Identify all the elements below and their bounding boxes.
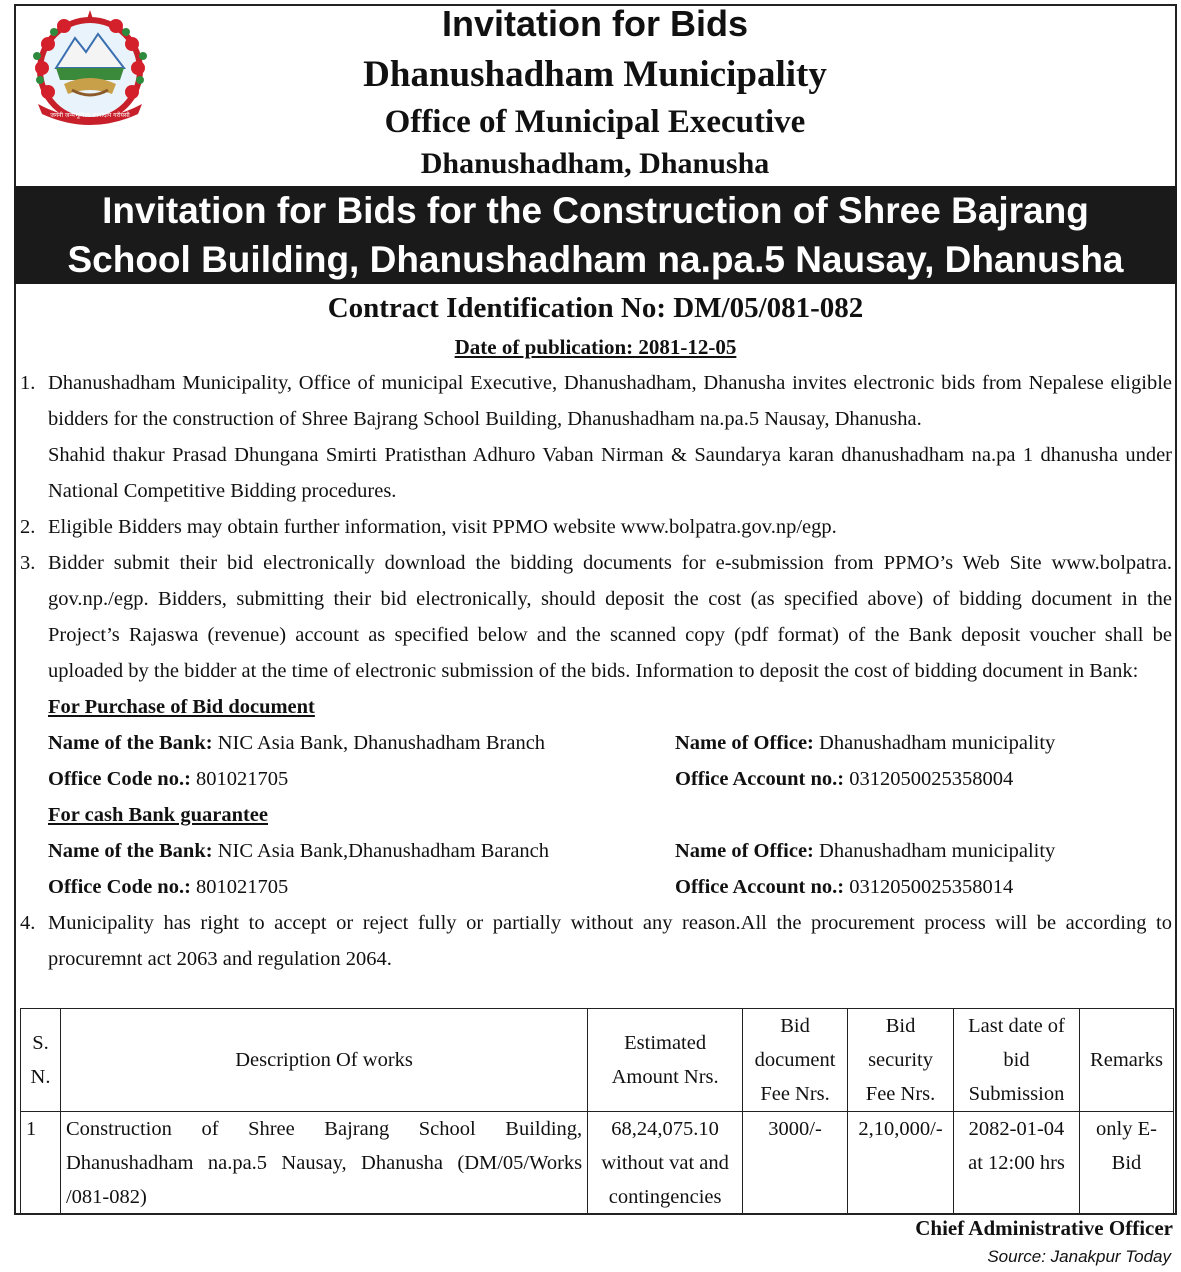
item-number: 1.	[20, 372, 36, 394]
office-value: Dhanushadham municipality	[819, 732, 1056, 754]
account-label: Office Account no.:	[675, 876, 845, 898]
title-banner	[14, 186, 1177, 284]
cell-remarks: only E-Bid	[1079, 1112, 1173, 1215]
cell-security: 2,10,000/-	[848, 1112, 954, 1215]
publication-date: Date of publication: 2081-12-05	[454, 335, 737, 359]
item-number: 4.	[20, 912, 36, 934]
bank-value: NIC Asia Bank,Dhanushadham Baranch	[217, 840, 550, 862]
emblem-motto: जननी जन्मभूमिश्च स्वर्गादपि गरीयसी	[50, 112, 130, 119]
table-header-row	[21, 1009, 1174, 1112]
bank-label: Name of the Bank:	[48, 840, 213, 862]
item-3-text: Bidder submit their bid electronically download the bidding documents for e-submission from PPMO’s Web Site www.bolpatra. gov.np./egp. Bidders, submitting their bid electronically, should deposit the cost (as specified above) of bidding document in the Project’s Rajaswa (revenue) account as specified below and the scanned copy (pdf format) of the Bank deposit voucher shall be uploaded by the bidder at the time of electronic submission of the bids. Information to deposit the cost of bidding document in Bank:	[48, 552, 1172, 682]
account-label: Office Account no.:	[675, 768, 845, 790]
signature: Chief Administrative Officer	[915, 1216, 1173, 1240]
nepal-emblem-logo	[20, 8, 160, 126]
item-1-extra: Shahid thakur Prasad Dhungana Smirti Pratisthan Adhuro Vaban Nirman & Saundarya karan dhanushadham na.pa 1 dhanusha under National Competitive Bidding procedures.	[48, 444, 1172, 502]
guarantee-bank-row	[48, 833, 1172, 869]
office-label: Name of Office:	[675, 732, 814, 754]
item-4-text: Municipality has right to accept or reject fully or partially without any reason.All the procurement process will be according to procuremnt act 2063 and regulation 2064.	[48, 912, 1172, 970]
bank-value: NIC Asia Bank, Dhanushadham Branch	[217, 732, 546, 754]
bids-table	[20, 1008, 1174, 1215]
header-remarks: Remarks	[1079, 1009, 1173, 1112]
office-name: Office of Municipal Executive	[384, 104, 806, 140]
list-item-4	[20, 905, 1172, 977]
header-title: Invitation for Bids	[442, 3, 748, 44]
office-value: Dhanushadham municipality	[819, 840, 1056, 862]
header-last-date: Last date of bid Submission	[954, 1009, 1080, 1112]
item-number: 2.	[20, 516, 36, 538]
cell-sn: 1	[21, 1112, 61, 1215]
cell-last-date: 2082-01-04 at 12:00 hrs	[954, 1112, 1080, 1215]
notice-body	[20, 365, 1172, 977]
list-item-2	[20, 509, 1172, 545]
table-row	[21, 1112, 1174, 1215]
code-value: 801021705	[196, 876, 289, 898]
purchase-bank-row	[48, 725, 1172, 761]
account-value: 0312050025358004	[849, 768, 1014, 790]
source-credit: Source: Janakpur Today	[987, 1247, 1171, 1266]
code-label: Office Code no.:	[48, 876, 191, 898]
code-label: Office Code no.:	[48, 768, 191, 790]
item-1-text: Dhanushadham Municipality, Office of municipal Executive, Dhanushadham, Dhanusha invites electronic bids from Nepalese eligible bidders for the construction of Shree Bajrang School Building, Dhanushadham na.pa.5 Nausay, Dhanusha.	[48, 372, 1172, 430]
header-sn: S. N.	[21, 1009, 61, 1112]
municipality-name: Dhanushadham Municipality	[363, 54, 827, 95]
office-location: Dhanushadham, Dhanusha	[420, 147, 770, 180]
cell-description: Construction of Shree Bajrang School Building, Dhanushadham na.pa.5 Nausay, Dhanusha (DM/05/Works /081-082)	[60, 1112, 587, 1215]
banner-line-1: Invitation for Bids for the Construction of Shree Bajrang	[102, 190, 1089, 231]
banner-line-2: School Building, Dhanushadham na.pa.5 Nausay, Dhanusha	[67, 239, 1124, 280]
cell-doc-fee: 3000/-	[743, 1112, 848, 1215]
code-value: 801021705	[196, 768, 289, 790]
account-value: 0312050025358014	[849, 876, 1014, 898]
list-item-3	[20, 545, 1172, 689]
office-label: Name of Office:	[675, 840, 814, 862]
item-number: 3.	[20, 552, 36, 574]
header-description: Description Of works	[60, 1009, 587, 1112]
list-item-1	[20, 365, 1172, 509]
purchase-heading: For Purchase of Bid document	[48, 696, 315, 718]
header-doc-fee: Bid document Fee Nrs.	[743, 1009, 848, 1112]
bank-label: Name of the Bank:	[48, 732, 213, 754]
header-security: Bid security Fee Nrs.	[848, 1009, 954, 1112]
guarantee-heading: For cash Bank guarantee	[48, 804, 269, 826]
header-amount: Estimated Amount Nrs.	[588, 1009, 743, 1112]
item-2-text: Eligible Bidders may obtain further information, visit PPMO website www.bolpatra.gov.np/egp.	[48, 516, 837, 538]
purchase-code-row	[48, 761, 1172, 797]
guarantee-code-row	[48, 869, 1172, 905]
cell-amount: 68,24,075.10 without vat and contingencies	[588, 1112, 743, 1215]
contract-id: Contract Identification No: DM/05/081-082	[327, 292, 864, 324]
